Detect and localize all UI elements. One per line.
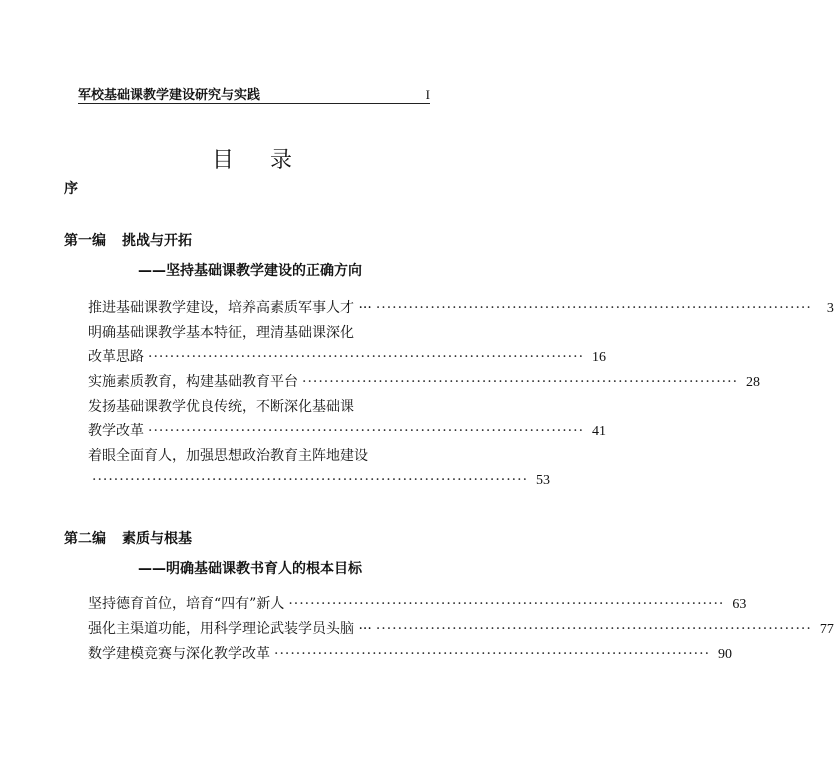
header-page-number: I bbox=[425, 87, 430, 102]
part-2-name: 素质与根基 bbox=[122, 531, 192, 547]
dot-leader: ················································································ bbox=[148, 349, 585, 365]
dot-leader: ················································································ bbox=[375, 300, 812, 316]
toc-title: 目录 bbox=[211, 148, 328, 173]
dot-leader: ················································································ bbox=[288, 596, 725, 612]
part-1-name: 挑战与开拓 bbox=[122, 233, 192, 249]
toc-entry-page: 90 bbox=[718, 647, 733, 662]
toc-entry-title: 推进基础课教学建设，培养高素质军事人才 ··· bbox=[88, 300, 372, 316]
toc-entry[interactable] bbox=[88, 617, 834, 642]
dot-leader: ················································································ bbox=[274, 646, 711, 662]
toc-entry[interactable] bbox=[88, 370, 761, 395]
toc-entry[interactable] bbox=[88, 395, 607, 444]
toc-entry-title: 改革思路 bbox=[88, 349, 144, 365]
toc-entry-page: 28 bbox=[746, 375, 761, 390]
part-2-entries bbox=[88, 592, 834, 667]
toc-entry-page: 41 bbox=[592, 424, 607, 439]
toc-entry-title: 发扬基础课教学优良传统，不断深化基础课 bbox=[88, 399, 354, 415]
book-title: 军校基础课教学建设研究与实践 bbox=[78, 88, 261, 103]
dot-leader: ················································································ bbox=[302, 374, 739, 390]
part-1-entries bbox=[88, 296, 834, 493]
toc-entry[interactable] bbox=[88, 642, 733, 667]
toc-entry[interactable] bbox=[88, 592, 747, 617]
toc-entry-title: 教学改革 bbox=[88, 423, 144, 439]
toc-entry-title: 明确基础课教学基本特征，理清基础课深化 bbox=[88, 325, 354, 341]
running-header bbox=[78, 84, 430, 103]
toc-entry-page: 63 bbox=[732, 597, 747, 612]
toc-entry-title: 坚持德育首位，培育“四有”新人 bbox=[88, 596, 285, 612]
toc-entry[interactable] bbox=[88, 321, 607, 370]
dot-leader: ················································································ bbox=[148, 423, 585, 439]
toc-entry-page: 3 bbox=[826, 301, 834, 316]
part-1-number: 第一编 bbox=[64, 233, 106, 249]
toc-entry-title: 实施素质教育，构建基础教育平台 bbox=[88, 374, 298, 390]
part-2-number: 第二编 bbox=[64, 531, 106, 547]
part-1 bbox=[64, 230, 444, 280]
toc-entry-page: 77 bbox=[819, 622, 834, 637]
part-1-subtitle: ——坚持基础课教学建设的正确方向 bbox=[138, 263, 362, 279]
dot-leader: ················································································ bbox=[375, 621, 812, 637]
header-rule bbox=[78, 103, 430, 104]
toc-entry-page: 16 bbox=[592, 350, 607, 365]
part-2 bbox=[64, 528, 444, 578]
toc-entry[interactable] bbox=[88, 296, 834, 321]
toc-entry-title: 强化主渠道功能，用科学理论武装学员头脑 ··· bbox=[88, 621, 372, 637]
part-2-subtitle: ——明确基础课教书育人的根本目标 bbox=[138, 561, 362, 577]
toc-preface: 序 bbox=[64, 181, 78, 197]
toc-entry-title: 数学建模竞赛与深化教学改革 bbox=[88, 646, 270, 662]
toc-entry[interactable] bbox=[88, 444, 551, 493]
toc-entry-page: 53 bbox=[536, 473, 551, 488]
toc-entry-title: 着眼全面育人，加强思想政治教育主阵地建设 bbox=[88, 448, 368, 464]
dot-leader: ················································································ bbox=[92, 472, 529, 488]
